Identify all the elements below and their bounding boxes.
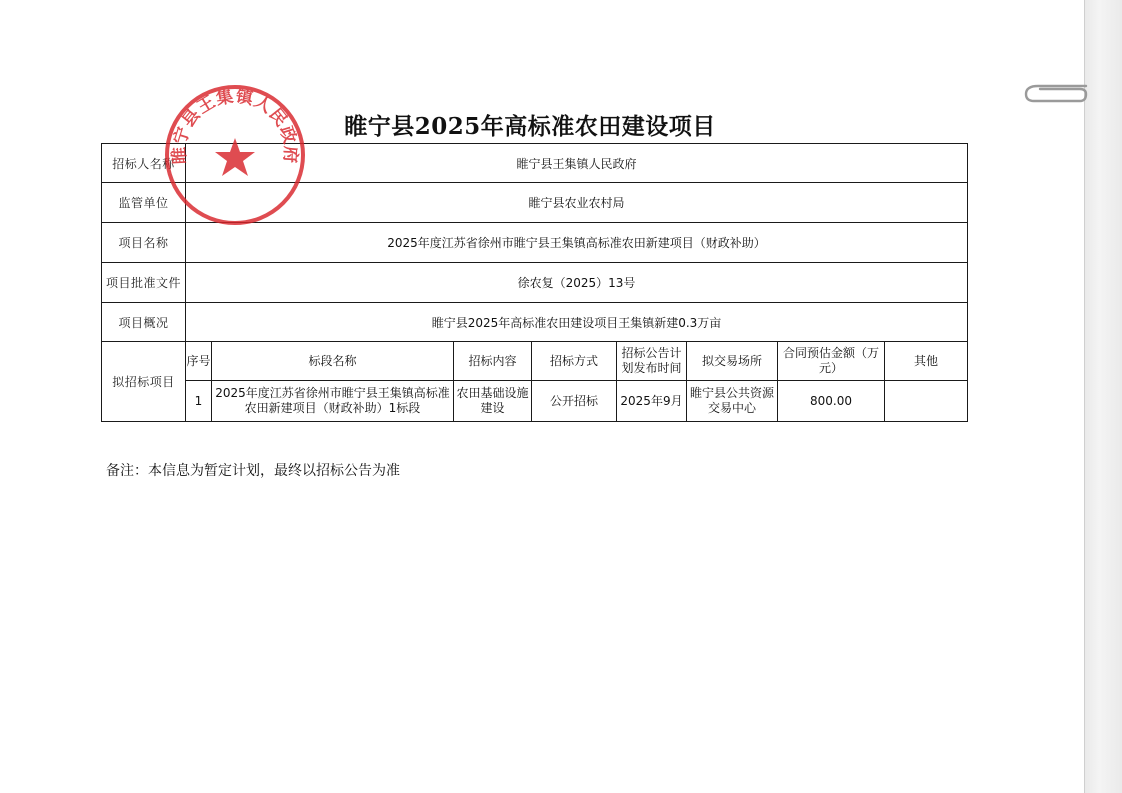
section-label: 拟招标项目 [102,342,186,422]
row-name: 2025年度江苏省徐州市睢宁县王集镇高标准农田新建项目（财政补助）1标段 [212,381,454,422]
info-label: 监管单位 [102,183,186,223]
seal-star-icon [215,138,255,176]
info-value: 睢宁县农业农村局 [186,183,968,223]
row-seq: 1 [186,381,212,422]
info-value: 2025年度江苏省徐州市睢宁县王集镇高标准农田新建项目（财政补助） [186,223,968,263]
footnote: 备注：本信息为暂定计划，最终以招标公告为准 [106,463,400,479]
info-value: 睢宁县王集镇人民政府 [186,144,968,183]
section-header-row [102,342,968,381]
row-publish-time: 2025年9月 [617,381,687,422]
info-row [102,303,968,342]
header-venue: 拟交易场所 [687,342,778,381]
document-title: 睢宁县2025年高标准农田建设项目 [344,113,716,140]
header-name: 标段名称 [212,342,454,381]
page-edge-line [1084,0,1085,793]
header-publish-time: 招标公告计划发布时间 [617,342,687,381]
info-label: 招标人名称 [102,144,186,183]
row-amount: 800.00 [778,381,885,422]
header-other: 其他 [885,342,968,381]
row-venue: 睢宁县公共资源交易中心 [687,381,778,422]
header-method: 招标方式 [532,342,617,381]
info-value: 徐农复（2025）13号 [186,263,968,303]
page-edge [1084,0,1122,793]
row-other [885,381,968,422]
official-seal [160,80,310,230]
row-content: 农田基础设施建设 [454,381,532,422]
info-row [102,263,968,303]
header-content: 招标内容 [454,342,532,381]
seal-text: 睢宁县王集镇人民政府 [169,86,301,165]
row-method: 公开招标 [532,381,617,422]
info-label: 项目批准文件 [102,263,186,303]
table-row [102,381,968,422]
header-seq: 序号 [186,342,212,381]
info-value: 睢宁县2025年高标准农田建设项目王集镇新建0.3万亩 [186,303,968,342]
info-label: 项目概况 [102,303,186,342]
paperclip-icon [1018,74,1088,106]
info-label: 项目名称 [102,223,186,263]
header-amount: 合同预估金额（万元） [778,342,885,381]
